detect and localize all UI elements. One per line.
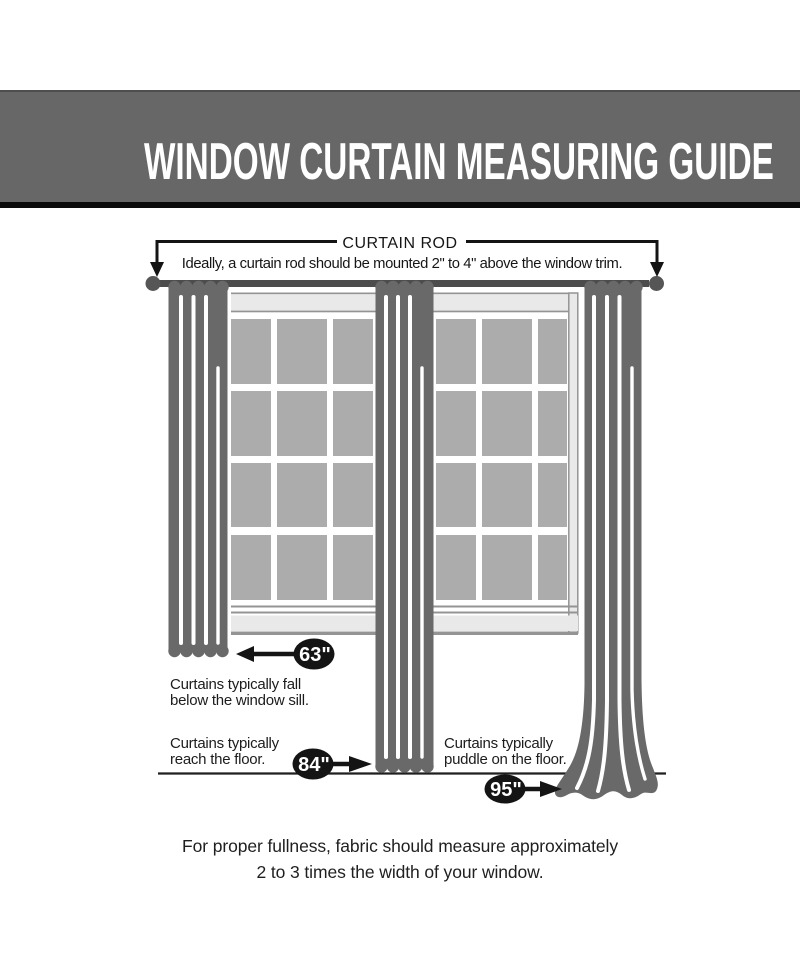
window-pane bbox=[482, 463, 532, 527]
window-pane bbox=[436, 391, 476, 456]
window-right-jamb bbox=[569, 293, 578, 633]
arrow-right-icon bbox=[349, 756, 372, 772]
window-pane bbox=[231, 535, 271, 600]
window-pane bbox=[482, 319, 532, 384]
curtain-left bbox=[168, 281, 228, 657]
curtain-middle bbox=[375, 281, 433, 773]
window-pane bbox=[538, 463, 567, 527]
fullness-note bbox=[0, 833, 800, 885]
window-pane bbox=[436, 319, 476, 384]
header-banner bbox=[0, 90, 800, 208]
measuring-diagram bbox=[0, 206, 800, 832]
window-pane bbox=[538, 319, 567, 384]
window-pane bbox=[436, 535, 476, 600]
rod-callout bbox=[150, 235, 664, 277]
window-pane bbox=[482, 535, 532, 600]
window-pane bbox=[231, 463, 271, 527]
window-pane bbox=[333, 535, 373, 600]
measurement-puddle bbox=[444, 735, 567, 804]
window-pane bbox=[333, 463, 373, 527]
window-pane bbox=[436, 463, 476, 527]
label-floor-line1: Curtains typically bbox=[170, 735, 279, 752]
finial-left-icon bbox=[146, 276, 161, 291]
label-puddle-line2: puddle on the floor. bbox=[444, 751, 567, 768]
rod-label: CURTAIN ROD bbox=[342, 235, 458, 252]
window-pane bbox=[538, 391, 567, 456]
fullness-note-line1: For proper fullness, fabric should measure approximately bbox=[182, 836, 618, 856]
window-pane bbox=[333, 391, 373, 456]
measure-value-floor: 84" bbox=[298, 754, 330, 776]
window-pane bbox=[231, 391, 271, 456]
window-pane bbox=[277, 391, 327, 456]
window-pane bbox=[482, 391, 532, 456]
measure-value-puddle: 95" bbox=[490, 779, 522, 801]
window-pane bbox=[538, 535, 567, 600]
window-pane bbox=[277, 535, 327, 600]
arrow-down-right-icon bbox=[650, 262, 664, 277]
label-floor-line2: reach the floor. bbox=[170, 751, 266, 768]
arrow-down-left-icon bbox=[150, 262, 164, 277]
finial-right-icon bbox=[649, 276, 664, 291]
measure-value-sill: 63" bbox=[299, 644, 331, 666]
label-sill-line2: below the window sill. bbox=[170, 692, 309, 709]
window-pane bbox=[277, 463, 327, 527]
rod-note: Ideally, a curtain rod should be mounted 2" to 4" above the window trim. bbox=[181, 256, 623, 272]
label-sill-line1: Curtains typically fall bbox=[170, 676, 301, 693]
label-puddle-line1: Curtains typically bbox=[444, 735, 553, 752]
arrow-left-icon bbox=[236, 646, 254, 662]
fullness-note-line2: 2 to 3 times the width of your window. bbox=[256, 862, 544, 882]
window-pane bbox=[277, 319, 327, 384]
window-pane bbox=[333, 319, 373, 384]
page-title: WINDOW CURTAIN MEASURING GUIDE bbox=[144, 133, 774, 191]
window-pane bbox=[231, 319, 271, 384]
